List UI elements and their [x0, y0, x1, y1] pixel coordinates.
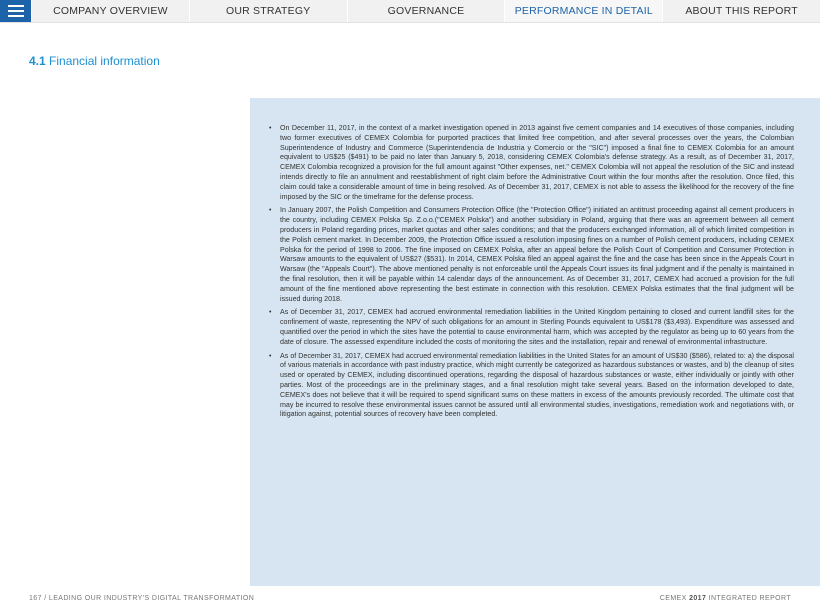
footer-page-info: 167 / LEADING OUR INDUSTRY'S DIGITAL TRANSFORMATION — [29, 595, 255, 602]
section-number: 4.1 — [29, 54, 46, 68]
footer-report: INTEGRATED REPORT — [708, 595, 791, 602]
hamburger-line — [8, 10, 24, 12]
bullet-uk-environmental: • As of December 31, 2017, CEMEX had accrued environmental remediation liabilities in the United Kingdom pertaining to closed and current landfill sites for the confinement of waste, representing the NPV of such obligations for an amount in Sterling Pounds equivalent to US$178 ($3,493). Expenditure was assessed and quantified over the period in which the sites have the potential to cause environmental harm, which was accepted by the regulator as being up to 60 years from the date of closure. The assessed expenditure included the costs of monitoring the sites and the installation, repair and renewal of environmental infrastructure. — [269, 308, 794, 347]
nav-tabs — [31, 0, 820, 22]
footer-brand: CEMEX — [659, 595, 687, 602]
hamburger-line — [8, 15, 24, 17]
section-title — [29, 54, 160, 68]
tab-governance[interactable]: GOVERNANCE — [347, 0, 505, 22]
tab-company-overview[interactable]: COMPANY OVERVIEW — [31, 0, 189, 22]
bullet-colombia-sic-fine: • On December 11, 2017, in the context of a market investigation opened in 2013 against five cement companies and 14 executives of those companies, including two former executives of CEMEX Colombia for purported practices that limited free competition, and after several processes over the years, the Colombian Superintendence of Industry and Commerce (Superintendencia de Industria y Comercio or the "SIC") imposed a final fine to CEMEX Colombia for an amount equivalent to US$25 ($491) to be paid no later than January 5, 2018, considering CEMEX Colombia's defense strategy. As a result, as of December 31, 2017, CEMEX Colombia recognized a provision for the full amount against "Other expenses, net." CEMEX Colombia will not appeal the resolution of the SIC and instead intends directly to file an annulment and reestablishment of right claim before the Administrative Court within the four months after the resolution. Once filed, this claim could take a considerable amount of time in being resolved. As of December 31, 2017, CEMEX is not able to assess the likelihood for the recovery of the fine imposed by the SIC or the timeframe for the defense process. — [269, 124, 794, 202]
section-title-text: Financial information — [49, 54, 160, 68]
hamburger-line — [8, 5, 24, 7]
tab-performance-in-detail[interactable]: PERFORMANCE IN DETAIL — [504, 0, 662, 22]
footer-year: 2017 — [689, 595, 707, 602]
hamburger-icon[interactable] — [0, 0, 31, 22]
bullet-poland-antitrust: • In January 2007, the Polish Competition and Consumers Protection Office (the "Protection Office") initiated an antitrust proceeding against all cement producers in the country, including CEMEX Polska Sp. Z.o.o.("CEMEX Polska") and another subsidiary in Poland, arguing that there was an agreement between all cement producers in Poland regarding prices, market quotas and other sales conditions; and that the producers exchanged information, all of which limited competition in the Polish cement market. In December 2009, the Protection Office issued a resolution imposing fines on a number of Polish cement producers, including CEMEX Polska for the period of 1998 to 2006. The fine imposed on CEMEX Polska, after an appeal before the Polish Court of Competition and Consumer Protection in Warsaw amounts to the equivalent of US$27 ($531). In 2014, CEMEX Polska filed an appeal against the fine and the case has been since in the Appeals Court in Warsaw (the "Appeals Court"). The above mentioned penalty is not enforceable until the Appeals Court issues its final judgment and if the penalty is maintained in the final resolution, then it will be payable within 14 calendar days of the announcement. As of December 31, 2017, CEMEX had accrued a provision for the full amount of the fine mentioned above representing the best estimate in connection with this resolution. CEMEX Polska estimates that the final judgment will be issued during 2018. — [269, 206, 794, 304]
tab-about-this-report[interactable]: ABOUT THIS REPORT — [662, 0, 820, 22]
bullet-us-environmental: • As of December 31, 2017, CEMEX had accrued environmental remediation liabilities in the United States for an amount of US$30 ($586), related to: a) the disposal of various materials in accordance with past industry practice, which might currently be categorized as hazardous substances or wastes, and b) the cleanup of sites used or operated by CEMEX, including discontinued operations, regarding the disposal of hazardous substances or waste, either individually or jointly with other parties. Most of the proceedings are in the preliminary stages, and a final resolution might take several years. Based on the information developed to date, CEMEX's does not believe that it will be required to spend significant sums on these matters in excess of the amounts previously recorded. The ultimate cost that may be incurred to resolve these environmental issues cannot be assured until all environmental studies, investigations, remediation work and negotiations with, or litigation against, potential sources of recovery have been completed. — [269, 352, 794, 421]
footer-report-title — [660, 595, 791, 602]
content-panel — [250, 98, 820, 586]
top-navigation — [0, 0, 820, 23]
bullet-list — [269, 124, 794, 424]
tab-our-strategy[interactable]: OUR STRATEGY — [189, 0, 347, 22]
